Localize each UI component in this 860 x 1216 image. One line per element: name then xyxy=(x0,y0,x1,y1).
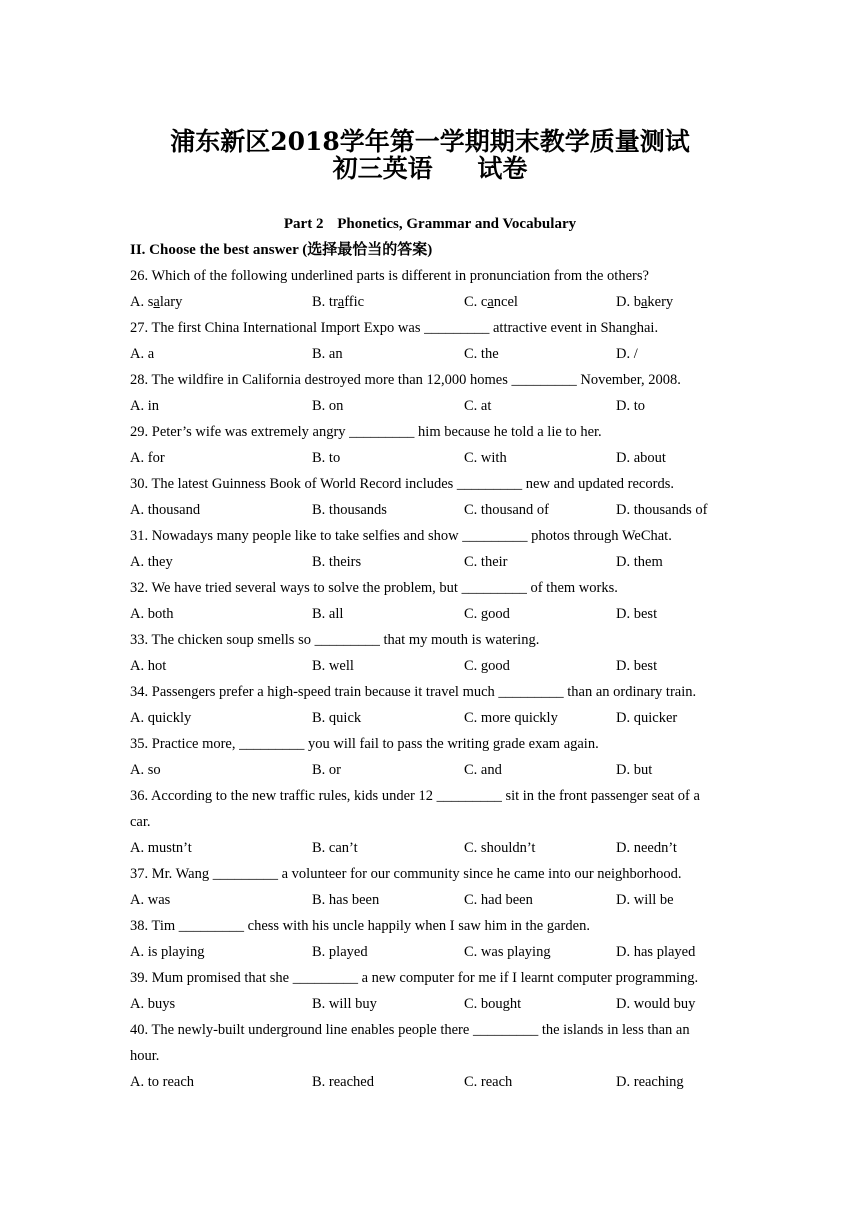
option-letter: A. xyxy=(130,996,148,1012)
option-d xyxy=(616,601,657,627)
option-a xyxy=(130,445,165,471)
option-c xyxy=(464,1069,512,1095)
option-letter: B. xyxy=(312,762,329,778)
option-text: they xyxy=(147,554,173,570)
option-text: tr xyxy=(328,294,338,310)
option-text: good xyxy=(480,658,510,674)
question-item xyxy=(130,575,735,627)
option-underlined-letters: a xyxy=(337,294,345,310)
option-text: more quickly xyxy=(480,710,558,726)
option-text: thousands xyxy=(328,502,387,518)
option-letter: C. xyxy=(464,346,481,362)
option-text: best xyxy=(633,658,658,674)
option-letter: C. xyxy=(464,450,481,466)
option-d xyxy=(616,549,663,575)
option-text: shouldn’t xyxy=(480,840,536,856)
option-letter: A. xyxy=(130,944,148,960)
question-item xyxy=(130,627,735,679)
option-d xyxy=(616,705,677,731)
option-text: has been xyxy=(328,892,380,908)
option-text: bought xyxy=(480,996,522,1012)
option-text: about xyxy=(633,450,666,466)
answer-options xyxy=(130,991,735,1017)
option-text: thousand xyxy=(147,502,201,518)
option-text: quicker xyxy=(633,710,678,726)
option-text: the xyxy=(480,346,499,362)
option-c xyxy=(464,653,510,679)
option-letter: D. xyxy=(616,710,634,726)
option-a xyxy=(130,497,200,523)
question-stem: The first China International Import Expo was _________ attractive event in Shanghai. xyxy=(151,320,659,336)
question-text xyxy=(130,367,735,393)
question-list xyxy=(130,263,735,1095)
option-text: will be xyxy=(633,892,674,908)
question-text xyxy=(130,419,735,445)
option-letter: C. xyxy=(464,996,481,1012)
option-b xyxy=(312,549,361,575)
option-b xyxy=(312,445,340,471)
option-letter: B. xyxy=(312,840,329,856)
option-a xyxy=(130,939,205,965)
option-letter: D. xyxy=(616,1074,634,1090)
option-text: reached xyxy=(328,1074,374,1090)
option-text: played xyxy=(328,944,368,960)
option-d xyxy=(616,1069,684,1095)
option-b xyxy=(312,887,379,913)
option-text: to reach xyxy=(147,1074,195,1090)
option-c xyxy=(464,289,518,315)
option-letter: A. xyxy=(130,554,148,570)
option-text: c xyxy=(480,294,488,310)
option-text: them xyxy=(633,554,663,570)
question-item xyxy=(130,861,735,913)
option-letter: D. xyxy=(616,658,634,674)
option-c xyxy=(464,705,558,731)
option-a xyxy=(130,991,175,1017)
question-stem: The latest Guinness Book of World Record includes _________ new and updated records. xyxy=(151,476,674,492)
option-text: both xyxy=(147,606,174,622)
option-text: was playing xyxy=(480,944,551,960)
option-c xyxy=(464,991,521,1017)
question-number: 29. xyxy=(130,424,149,440)
option-d xyxy=(616,341,638,367)
option-text: mustn’t xyxy=(147,840,192,856)
option-letter: D. xyxy=(616,502,634,518)
option-letter: C. xyxy=(464,710,481,726)
answer-options xyxy=(130,601,735,627)
option-text: a xyxy=(147,346,155,362)
option-letter: B. xyxy=(312,996,329,1012)
part-number: Part 2 xyxy=(283,216,324,232)
option-text: can’t xyxy=(328,840,358,856)
question-stem: According to the new traffic rules, kids under 12 _________ sit in the front passenger seat of a xyxy=(150,788,700,804)
question-item xyxy=(130,731,735,783)
option-text: good xyxy=(480,606,510,622)
option-text-rest: kery xyxy=(647,294,674,310)
option-letter: A. xyxy=(130,658,148,674)
option-letter: D. xyxy=(616,944,634,960)
question-section xyxy=(130,237,735,1095)
question-text xyxy=(130,731,735,757)
option-text: is playing xyxy=(147,944,205,960)
option-letter: A. xyxy=(130,1074,148,1090)
option-letter: A. xyxy=(130,892,148,908)
option-letter: A. xyxy=(130,762,148,778)
question-number: 37. xyxy=(130,866,149,882)
option-text-rest: lary xyxy=(159,294,183,310)
option-text: at xyxy=(480,398,492,414)
question-text xyxy=(130,471,735,497)
option-letter: A. xyxy=(130,502,148,518)
option-d xyxy=(616,289,673,315)
question-stem: Nowadays many people like to take selfies and show _________ photos through WeChat. xyxy=(151,528,672,544)
option-text: in xyxy=(147,398,160,414)
question-item xyxy=(130,1017,735,1095)
question-item xyxy=(130,367,735,419)
option-b xyxy=(312,393,343,419)
option-b xyxy=(312,939,368,965)
question-number: 26. xyxy=(130,268,149,284)
option-text: and xyxy=(480,762,502,778)
option-text: well xyxy=(328,658,354,674)
question-item xyxy=(130,263,735,315)
option-a xyxy=(130,289,182,315)
option-a xyxy=(130,1069,194,1095)
option-c xyxy=(464,445,507,471)
question-stem: Which of the following underlined parts is different in pronunciation from the others? xyxy=(151,268,649,284)
option-a xyxy=(130,653,166,679)
question-number: 28. xyxy=(130,372,149,388)
option-a xyxy=(130,757,161,783)
option-letter: B. xyxy=(312,944,329,960)
exam-title: 浦东新区2018学年第一学期期末教学质量测试 xyxy=(170,127,690,156)
question-item xyxy=(130,419,735,471)
option-letter: B. xyxy=(312,502,329,518)
exam-subtitle: 初三英语 试卷 xyxy=(332,154,528,183)
option-d xyxy=(616,497,707,523)
question-stem: The chicken soup smells so _________ that my mouth is watering. xyxy=(151,632,540,648)
option-underlined-letters: a xyxy=(487,294,494,310)
option-a xyxy=(130,601,174,627)
option-letter: D. xyxy=(616,840,634,856)
question-item xyxy=(130,471,735,523)
answer-options xyxy=(130,549,735,575)
option-letter: B. xyxy=(312,710,329,726)
option-text: will buy xyxy=(328,996,377,1012)
option-text: had been xyxy=(480,892,533,908)
option-text: hot xyxy=(147,658,167,674)
option-text-rest: ncel xyxy=(493,294,518,310)
answer-options xyxy=(130,289,735,315)
option-text: b xyxy=(633,294,641,310)
option-letter: B. xyxy=(312,554,329,570)
option-letter: C. xyxy=(464,658,481,674)
option-letter: C. xyxy=(464,398,481,414)
option-text: to xyxy=(633,398,646,414)
option-text: or xyxy=(328,762,342,778)
option-text: on xyxy=(328,398,344,414)
option-letter: B. xyxy=(312,294,329,310)
question-item xyxy=(130,315,735,367)
option-letter: D. xyxy=(616,996,634,1012)
option-d xyxy=(616,653,657,679)
answer-options xyxy=(130,653,735,679)
option-letter: A. xyxy=(130,710,148,726)
option-letter: D. xyxy=(616,450,634,466)
answer-options xyxy=(130,341,735,367)
question-text xyxy=(130,575,735,601)
option-letter: B. xyxy=(312,606,329,622)
option-b xyxy=(312,653,354,679)
question-item xyxy=(130,913,735,965)
option-text: so xyxy=(147,762,161,778)
option-letter: C. xyxy=(464,762,481,778)
option-c xyxy=(464,835,535,861)
option-a xyxy=(130,393,159,419)
option-c xyxy=(464,601,510,627)
option-text: buys xyxy=(147,996,176,1012)
option-letter: C. xyxy=(464,840,481,856)
option-text: was xyxy=(147,892,171,908)
question-text xyxy=(130,523,735,549)
question-text xyxy=(130,861,735,887)
option-letter: C. xyxy=(464,1074,481,1090)
option-letter: D. xyxy=(616,892,634,908)
option-letter: C. xyxy=(464,502,481,518)
option-a xyxy=(130,549,173,575)
option-letter: B. xyxy=(312,398,329,414)
question-number: 40. xyxy=(130,1022,149,1038)
option-text-rest: ffic xyxy=(344,294,365,310)
option-b xyxy=(312,835,358,861)
question-text xyxy=(130,679,735,705)
option-b xyxy=(312,1069,374,1095)
option-text: but xyxy=(633,762,653,778)
option-b xyxy=(312,991,377,1017)
option-letter: B. xyxy=(312,1074,329,1090)
option-c xyxy=(464,887,533,913)
option-letter: A. xyxy=(130,606,148,622)
option-text: would buy xyxy=(633,996,696,1012)
question-number: 33. xyxy=(130,632,149,648)
option-text: with xyxy=(480,450,507,466)
question-number: 32. xyxy=(130,580,149,596)
question-text xyxy=(130,965,735,991)
option-letter: C. xyxy=(464,294,481,310)
option-b xyxy=(312,497,387,523)
option-b xyxy=(312,757,341,783)
option-d xyxy=(616,991,695,1017)
option-text: thousand of xyxy=(480,502,549,518)
question-stem: Tim _________ chess with his uncle happily when I saw him in the garden. xyxy=(151,918,590,934)
option-text: needn’t xyxy=(633,840,677,856)
question-item xyxy=(130,523,735,575)
question-text xyxy=(130,913,735,939)
option-letter: B. xyxy=(312,450,329,466)
option-d xyxy=(616,835,677,861)
option-letter: A. xyxy=(130,398,148,414)
option-letter: D. xyxy=(616,294,634,310)
answer-options xyxy=(130,393,735,419)
option-letter: A. xyxy=(130,294,148,310)
question-item xyxy=(130,679,735,731)
option-underlined-letters: a xyxy=(153,294,160,310)
option-a xyxy=(130,887,170,913)
option-c xyxy=(464,757,502,783)
option-text: all xyxy=(328,606,344,622)
option-a xyxy=(130,341,154,367)
answer-options xyxy=(130,757,735,783)
option-text: for xyxy=(147,450,165,466)
answer-options xyxy=(130,497,735,523)
option-text: thousands of xyxy=(633,502,708,518)
part-name: Phonetics, Grammar and Vocabulary xyxy=(337,216,577,232)
answer-options xyxy=(130,887,735,913)
option-letter: D. xyxy=(616,346,634,362)
option-c xyxy=(464,497,549,523)
section-heading: II. Choose the best answer (选择最恰当的答案) xyxy=(130,242,433,258)
option-c xyxy=(464,939,551,965)
option-b xyxy=(312,341,343,367)
question-stem: We have tried several ways to solve the problem, but _________ of them works. xyxy=(151,580,618,596)
question-stem: The wildfire in California destroyed more than 12,000 homes _________ November, 2008. xyxy=(151,372,681,388)
question-item xyxy=(130,783,735,861)
question-number: 36. xyxy=(130,788,149,804)
option-text: quick xyxy=(328,710,362,726)
option-d xyxy=(616,757,652,783)
question-stem: Practice more, _________ you will fail to pass the writing grade exam again. xyxy=(151,736,599,752)
option-b xyxy=(312,289,364,315)
answer-options xyxy=(130,445,735,471)
question-item xyxy=(130,965,735,1017)
option-letter: D. xyxy=(616,398,634,414)
question-stem: Mr. Wang _________ a volunteer for our community since he came into our neighborhood. xyxy=(151,866,682,882)
option-text: s xyxy=(147,294,154,310)
option-text: best xyxy=(633,606,658,622)
option-letter: B. xyxy=(312,892,329,908)
option-letter: B. xyxy=(312,346,329,362)
question-stem: The newly-built underground line enables people there _________ the islands in less than an xyxy=(151,1022,690,1038)
option-text: theirs xyxy=(328,554,362,570)
option-a xyxy=(130,835,192,861)
option-letter: C. xyxy=(464,554,481,570)
option-d xyxy=(616,887,674,913)
option-b xyxy=(312,705,361,731)
option-letter: A. xyxy=(130,840,148,856)
option-a xyxy=(130,705,191,731)
question-number: 39. xyxy=(130,970,149,986)
option-text: reach xyxy=(480,1074,513,1090)
question-number: 27. xyxy=(130,320,149,336)
answer-options xyxy=(130,1069,735,1095)
option-text: to xyxy=(328,450,341,466)
question-text xyxy=(130,627,735,653)
option-text: an xyxy=(328,346,343,362)
option-b xyxy=(312,601,343,627)
option-letter: C. xyxy=(464,944,481,960)
option-text: their xyxy=(480,554,508,570)
question-stem: Passengers prefer a high-speed train because it travel much _________ than an ordinary train. xyxy=(151,684,697,700)
question-text xyxy=(130,1017,735,1043)
question-number: 34. xyxy=(130,684,149,700)
question-text xyxy=(130,783,735,809)
option-letter: D. xyxy=(616,762,634,778)
option-text: reaching xyxy=(633,1074,684,1090)
option-letter: D. xyxy=(616,554,634,570)
option-letter: C. xyxy=(464,892,481,908)
option-letter: D. xyxy=(616,606,634,622)
question-text xyxy=(130,263,735,289)
question-number: 35. xyxy=(130,736,149,752)
option-d xyxy=(616,393,645,419)
option-underlined-letters: a xyxy=(640,294,648,310)
option-d xyxy=(616,939,695,965)
part-heading xyxy=(0,214,860,234)
option-text: / xyxy=(633,346,638,362)
option-c xyxy=(464,393,491,419)
option-c xyxy=(464,549,508,575)
question-number: 31. xyxy=(130,528,149,544)
option-c xyxy=(464,341,499,367)
answer-options xyxy=(130,939,735,965)
question-stem: Peter’s wife was extremely angry _________ him because he told a lie to her. xyxy=(151,424,602,440)
answer-options xyxy=(130,705,735,731)
option-text: has played xyxy=(633,944,696,960)
option-letter: C. xyxy=(464,606,481,622)
question-text-continued: car. xyxy=(130,814,151,830)
question-number: 30. xyxy=(130,476,149,492)
question-text xyxy=(130,315,735,341)
question-number: 38. xyxy=(130,918,149,934)
option-text: quickly xyxy=(147,710,192,726)
option-letter: A. xyxy=(130,450,148,466)
option-letter: A. xyxy=(130,346,148,362)
option-letter: B. xyxy=(312,658,329,674)
question-text-continued: hour. xyxy=(130,1048,160,1064)
option-d xyxy=(616,445,666,471)
answer-options xyxy=(130,835,735,861)
question-stem: Mum promised that she _________ a new computer for me if I learnt computer programming. xyxy=(151,970,699,986)
